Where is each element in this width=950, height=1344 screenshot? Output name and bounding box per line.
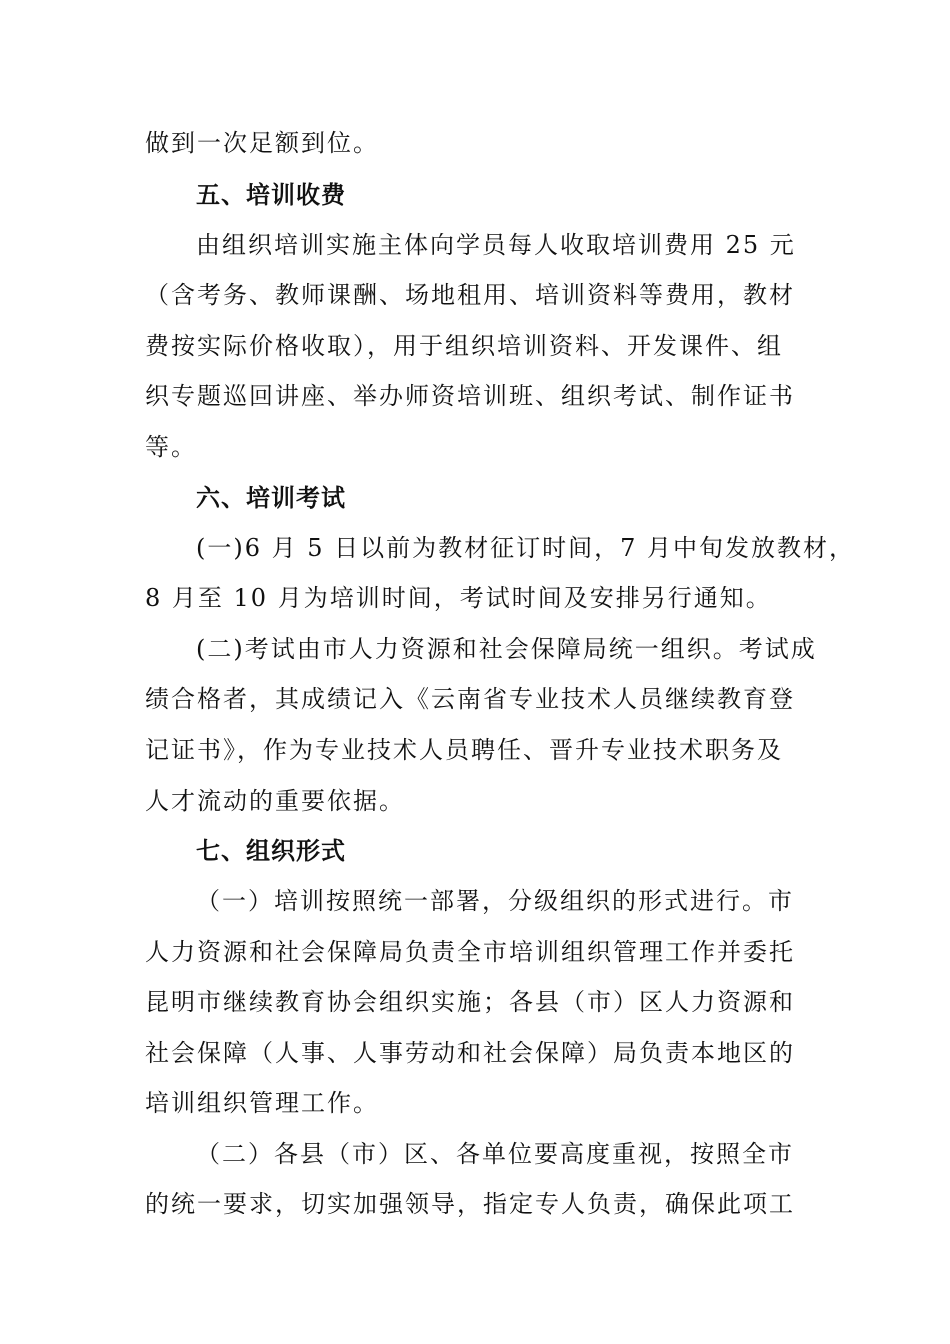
section-heading-7: 七、组织形式 [196, 837, 346, 865]
text-line: 人才流动的重要依据。 [145, 787, 405, 815]
text-line: 昆明市继续教育协会组织实施；各县（市）区人力资源和 [145, 988, 795, 1016]
text-line: (一)6 月 5 日以前为教材征订时间，7 月中旬发放教材， [196, 534, 856, 562]
text-line: 做到一次足额到位。 [145, 129, 379, 157]
text-line: 8 月至 10 月为培训时间，考试时间及安排另行通知。 [145, 584, 772, 612]
text-line: 培训组织管理工作。 [145, 1089, 379, 1117]
text-line: （二）各县（市）区、各单位要高度重视，按照全市 [196, 1140, 794, 1168]
text-line: （含考务、教师课酬、场地租用、培训资料等费用，教材 [145, 281, 795, 309]
section-heading-5: 五、培训收费 [196, 181, 346, 209]
text-line: 由组织培训实施主体向学员每人收取培训费用 25 元 [196, 231, 796, 259]
text-line: 的统一要求，切实加强领导，指定专人负责，确保此项工 [145, 1190, 795, 1218]
text-line: 费按实际价格收取），用于组织培训资料、开发课件、组 [145, 332, 783, 360]
text-line: 等。 [145, 433, 197, 461]
section-heading-6: 六、培训考试 [196, 484, 346, 512]
text-line: 织专题巡回讲座、举办师资培训班、组织考试、制作证书 [145, 382, 795, 410]
text-line: （一）培训按照统一部署，分级组织的形式进行。市 [196, 887, 794, 915]
text-line: 记证书》，作为专业技术人员聘任、晋升专业技术职务及 [145, 736, 783, 764]
text-line: 绩合格者，其成绩记入《云南省专业技术人员继续教育登 [145, 685, 795, 713]
text-line: 社会保障（人事、人事劳动和社会保障）局负责本地区的 [145, 1039, 795, 1067]
text-line: 人力资源和社会保障局负责全市培训组织管理工作并委托 [145, 938, 795, 966]
text-line: (二)考试由市人力资源和社会保障局统一组织。考试成 [196, 635, 817, 663]
